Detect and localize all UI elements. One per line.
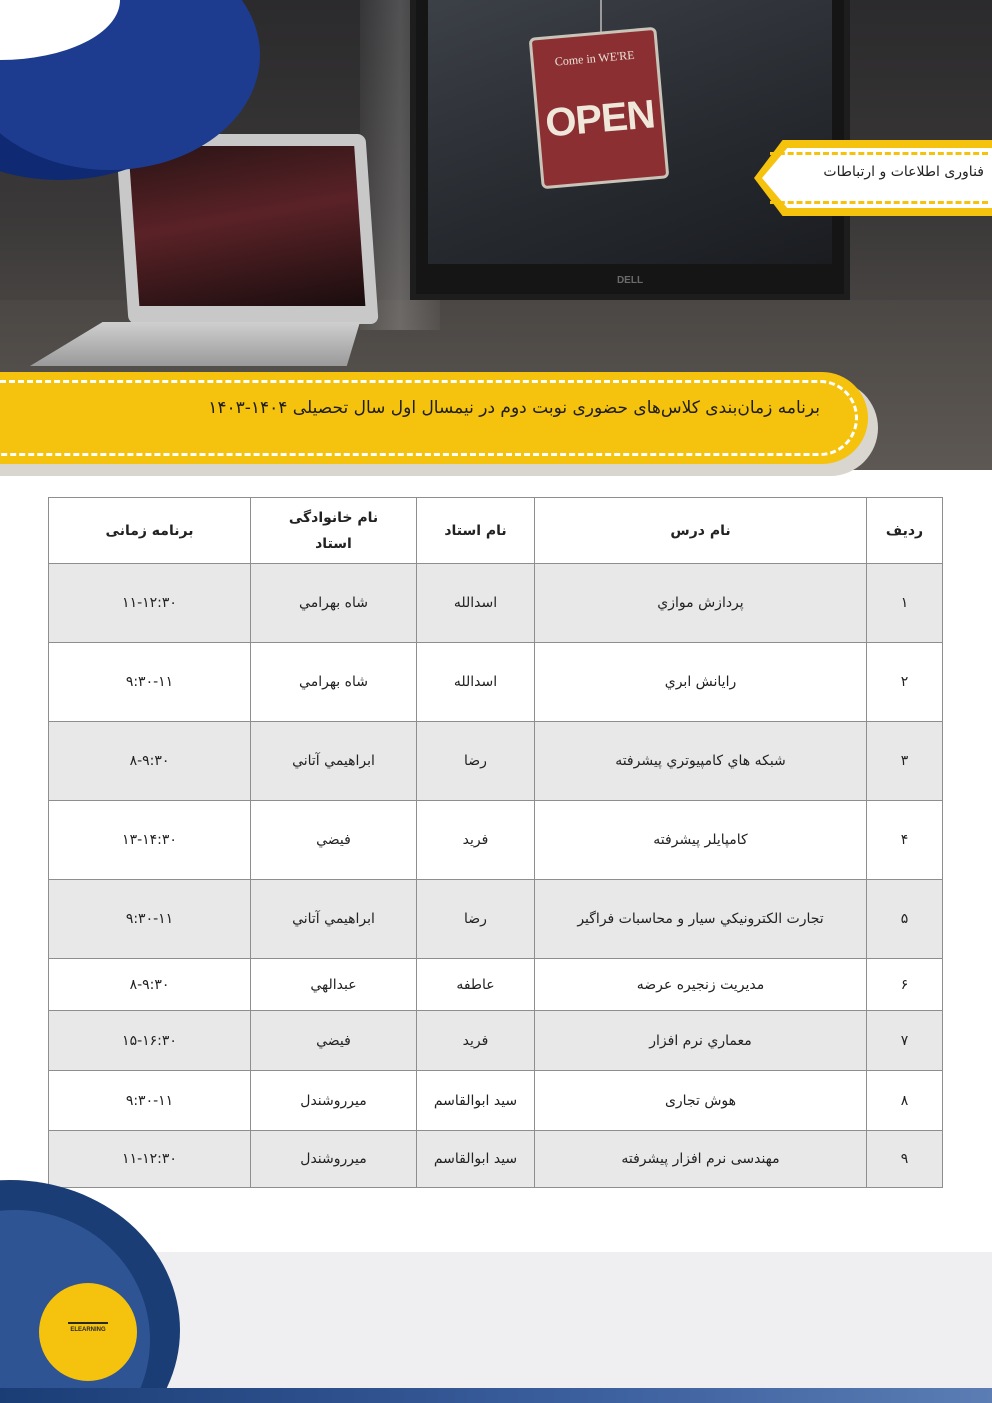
open-sign-big-text: OPEN	[543, 92, 657, 146]
laptop-display	[128, 146, 365, 306]
cell-time: ۸-۹:۳۰	[49, 959, 251, 1011]
cell-last-name: ابراهيمي آتاني	[251, 880, 417, 959]
table-row	[49, 959, 943, 1011]
cell-first-name: فريد	[417, 801, 535, 880]
table-row	[49, 643, 943, 722]
cell-time: ۹:۳۰-۱۱	[49, 880, 251, 959]
open-sign-image	[529, 27, 670, 190]
cell-first-name: رضا	[417, 722, 535, 801]
cell-row-number: ۶	[867, 959, 943, 1011]
cell-course: كامپايلر پيشرفته	[535, 801, 867, 880]
table-row	[49, 1071, 943, 1131]
cell-last-name: میرروشندل	[251, 1131, 417, 1188]
open-sign-small-text: Come in WE'RE	[554, 47, 636, 69]
cell-row-number: ۳	[867, 722, 943, 801]
table-row	[49, 801, 943, 880]
cell-time: ۱۵-۱۶:۳۰	[49, 1011, 251, 1071]
cell-last-name: میرروشندل	[251, 1071, 417, 1131]
category-tag-label: فناوری اطلاعات و ارتباطات	[823, 164, 984, 180]
header-time: برنامه زمانی	[49, 498, 251, 564]
schedule-table	[48, 497, 943, 1188]
cell-row-number: ۴	[867, 801, 943, 880]
footer-strip	[0, 1388, 992, 1403]
table-row	[49, 722, 943, 801]
cell-time: ۱۱-۱۲:۳۰	[49, 564, 251, 643]
cell-course: تجارت الكترونيكي سيار و محاسبات فراگير	[535, 880, 867, 959]
header-row-number: ردیف	[867, 498, 943, 564]
table-row	[49, 1011, 943, 1071]
header-last-name-line1: نام خانوادگی	[288, 509, 379, 526]
cell-row-number: ۱	[867, 564, 943, 643]
page-title: برنامه زمان‌بندی کلاس‌های حضوری نوبت دوم در نیمسال اول سال تحصیلی ۱۴۰۴-۱۴۰۳	[208, 398, 820, 418]
cell-last-name: فيضي	[251, 801, 417, 880]
cell-course: معماري نرم افزار	[535, 1011, 867, 1071]
cell-row-number: ۸	[867, 1071, 943, 1131]
cell-row-number: ۹	[867, 1131, 943, 1188]
cell-course: شبكه هاي كامپيوتري پيشرفته	[535, 722, 867, 801]
cell-row-number: ۷	[867, 1011, 943, 1071]
header-course: نام درس	[535, 498, 867, 564]
cell-first-name: فريد	[417, 1011, 535, 1071]
cell-course: رايانش ابري	[535, 643, 867, 722]
title-banner-dash	[0, 380, 858, 456]
logo-text: ELEARNING	[70, 1327, 106, 1333]
cell-last-name: شاه بهرامي	[251, 643, 417, 722]
table-row	[49, 564, 943, 643]
cell-first-name: سید ابوالقاسم	[417, 1131, 535, 1188]
cell-row-number: ۲	[867, 643, 943, 722]
cell-row-number: ۵	[867, 880, 943, 959]
cell-first-name: اسدالله	[417, 564, 535, 643]
table-row	[49, 1131, 943, 1188]
header-last-name	[251, 498, 417, 564]
cell-time: ۸-۹:۳۰	[49, 722, 251, 801]
cell-last-name: شاه بهرامي	[251, 564, 417, 643]
cell-course: مهندسی نرم افزار پیشرفته	[535, 1131, 867, 1188]
cell-last-name: فيضي	[251, 1011, 417, 1071]
table-row	[49, 880, 943, 959]
cell-time: ۱۱-۱۲:۳۰	[49, 1131, 251, 1188]
cell-last-name: عبدالهي	[251, 959, 417, 1011]
cell-first-name: رضا	[417, 880, 535, 959]
cell-time: ۹:۳۰-۱۱	[49, 1071, 251, 1131]
cell-first-name: عاطفه	[417, 959, 535, 1011]
monitor-brand: DELL	[616, 275, 644, 286]
cell-last-name: ابراهيمي آتاني	[251, 722, 417, 801]
cell-course: پردازش موازي	[535, 564, 867, 643]
cell-first-name: اسدالله	[417, 643, 535, 722]
cell-time: ۹:۳۰-۱۱	[49, 643, 251, 722]
cell-course: مديريت زنجيره عرضه	[535, 959, 867, 1011]
cell-course: هوش تجاری	[535, 1071, 867, 1131]
header-first-name: نام استاد	[417, 498, 535, 564]
cell-first-name: سید ابوالقاسم	[417, 1071, 535, 1131]
header-last-name-line2: استاد	[315, 535, 352, 552]
cell-time: ۱۳-۱۴:۳۰	[49, 801, 251, 880]
table-header-row	[49, 498, 943, 564]
